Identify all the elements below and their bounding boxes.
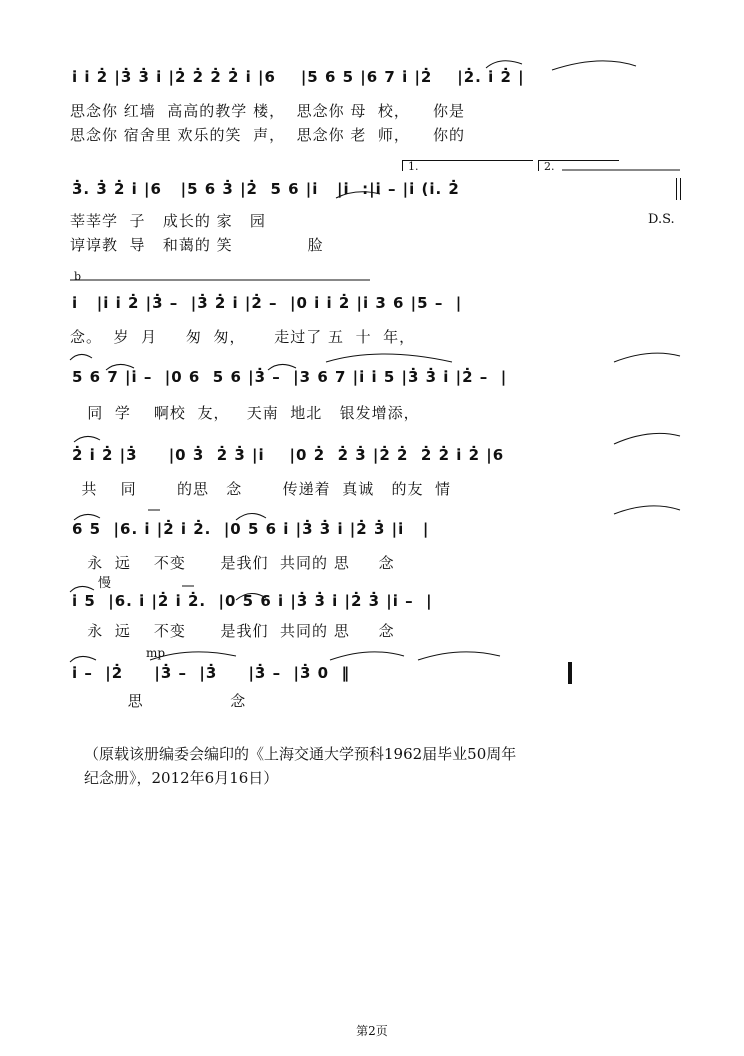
notation-line: i̇ |i̇ i̇ 2̇ |3̇ – |3̇ 2̇ i̇ |2̇ – |0 i̇ i̇ 2̇ |i̇ 3 6 |5 – |: [72, 294, 463, 312]
lyric-line-1: 永 远 不变 是我们 共同的 思 念: [70, 622, 395, 640]
lyric-line-2: 谆谆教 导 和蔼的 笑 脸: [70, 236, 324, 254]
lyric-line-1: 思念你 红墙 高高的教学 楼， 思念你 母 校， 你是: [70, 102, 465, 120]
dynamic-marking: mp: [146, 646, 166, 660]
notation-line: 5 6 7 |i̇ – |0 6 5 6 |3̇ – |3 6 7 |i̇ i̇ 5 |3̇ 3̇ i̇ |2̇ – |: [72, 368, 508, 386]
volta-label-1: 1.: [408, 160, 419, 173]
lyric-line-1: 永 远 不变 是我们 共同的 思 念: [70, 554, 395, 572]
source-note-line-1: （原载该册编委会编印的《上海交通大学预科1962届毕业50周年: [84, 745, 517, 763]
notation-line: 3̇. 3̇ 2̇ i̇ |6 |5 6 3̇ |2̇ 5 6 |i̇ |i̇ :|i̇ – |i̇ (i̇. 2̇: [72, 180, 460, 198]
notation-line: i̇ i̇ 2̇ |3̇ 3̇ i̇ |2̇ 2̇ 2̇ 2̇ i̇ |6 |5 6 5 |6 7 i̇ |2̇ |2̇. i̇ 2̇ |: [72, 68, 525, 86]
notation-line: 2̇ i̇ 2̇ |3̇ |0 3̇ 2̇ 3̇ |i̇ |0 2̇ 2̇ 3̇ |2̇ 2̇ 2̇ 2̇ i̇ 2̇ |6: [72, 446, 505, 464]
notation-line: i̇ – |2̇ |3̇ – |3̇ |3̇ – |3̇ 0 ‖: [72, 664, 351, 682]
lyric-line-1: 莘莘学 子 成长的 家 园: [70, 212, 266, 230]
ds-marking: D.S.: [648, 212, 675, 227]
source-note-line-2: 纪念册》，2012年6月16日）: [84, 769, 279, 787]
tempo-marking: 慢: [98, 576, 112, 591]
rehearsal-mark: b: [74, 270, 82, 283]
source-note: [84, 742, 516, 790]
notation-line: i̇ 5 |6. i̇ |2̇ i̇ 2̇. |0 5 6 i̇ |3̇ 3̇ i̇ |2̇ 3̇ |i̇ – |: [72, 592, 433, 610]
final-double-bar-2: [680, 178, 681, 200]
volta-label-2: 2.: [544, 160, 555, 173]
final-double-bar: [676, 178, 677, 200]
notation-line: 6 5 |6. i̇ |2̇ i̇ 2̇. |0 5 6 i̇ |3̇ 3̇ i̇ |2̇ 3̇ |i̇ |: [72, 520, 430, 538]
lyric-line-2: 思念你 宿舍里 欢乐的笑 声， 思念你 老 师， 你的: [70, 126, 465, 144]
lyric-line-1: 共 同 的思 念 传递着 真诚 的友 情: [70, 480, 452, 498]
final-bar: [568, 662, 572, 684]
lyric-line-1: 同 学 啊校 友， 天南 地北 银发增添，: [70, 404, 420, 422]
page-number: 第2页: [356, 1024, 388, 1038]
lyric-line-1: 念。 岁 月 匆 匆， 走过了 五 十 年，: [70, 328, 416, 346]
lyric-line-1: 思 念: [70, 692, 247, 710]
volta-bracket-1: [402, 160, 533, 171]
